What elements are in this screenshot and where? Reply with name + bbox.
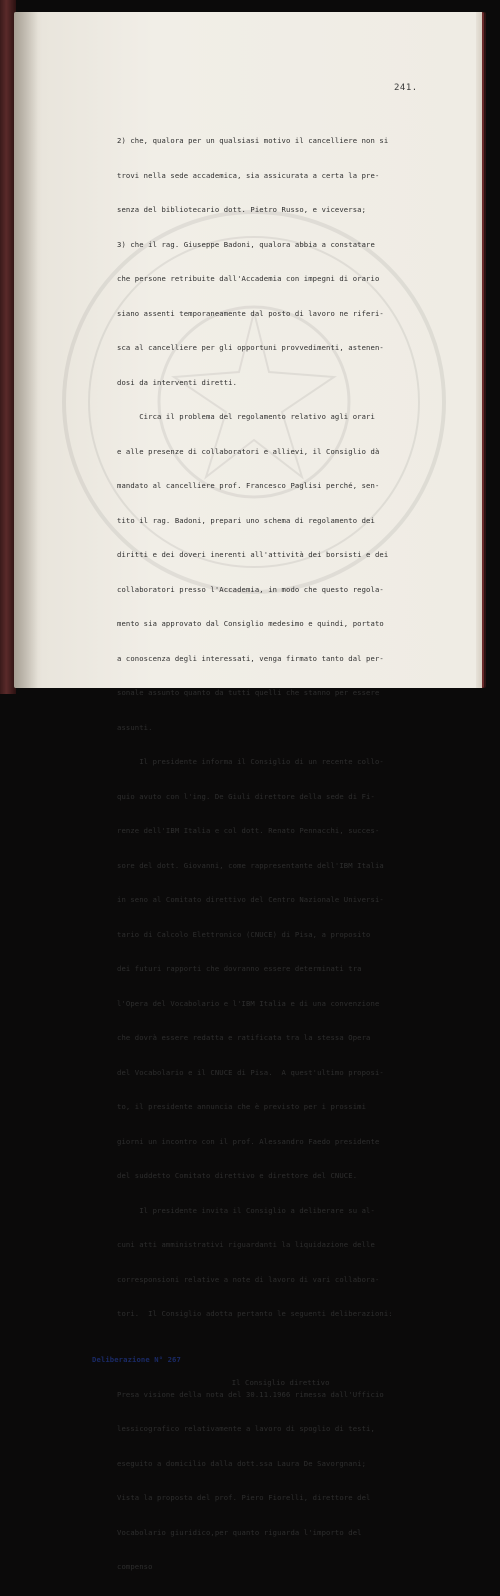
page-number: 241. (394, 83, 418, 93)
text-line: mandato al cancelliere prof. Francesco Paglisi perché, sen- (117, 481, 380, 490)
page-edge (476, 12, 482, 688)
deliberation-header (92, 1354, 452, 1387)
text-line: l'Opera del Vocabolario e l'IBM Italia e di una convenzione (117, 998, 380, 1008)
text-line: che dovrà essere redatta e ratificata tra la stessa Opera (117, 1033, 371, 1042)
deliberation-line: eseguito a domicilio dalla dott.ssa Laura De Savorgnani; (117, 1458, 367, 1468)
text-line: 2) che, qualora per un qualsiasi motivo il cancelliere non si (117, 136, 389, 145)
text-line: dei futuri rapporti che dovranno essere determinati tra (117, 964, 362, 973)
text-line: Circa il problema del regolamento relativo agli orari (117, 412, 375, 421)
text-line: e alle presenze di collaboratori e allievi, il Consiglio dà (117, 446, 380, 456)
text-line: Il presidente invita il Consiglio a deliberare su al- (117, 1205, 375, 1215)
text-line: sonale assunto quanto da tutti quelli che stanno per essere (117, 688, 380, 697)
deliberation-first-line: Il Consiglio direttivo (231, 1378, 330, 1387)
text-line: in seno al Comitato direttivo del Centro Nazionale Universi- (117, 895, 384, 904)
text-line: sore del dott. Giovanni, come rappresentante dell'IBM Italia (117, 860, 384, 870)
text-line: a conoscenza degli interessati, venga firmato tanto dal per- (117, 653, 384, 663)
deliberation-line: Vocabolario giuridico,per quanto riguarda l'importo del (117, 1527, 362, 1537)
text-line: giorni un incontro con il prof. Alessandro Faedo presidente (117, 1136, 380, 1146)
deliberation-line: Presa visione della nota del 30.11.1966 rimessa dall'Ufficio (117, 1389, 384, 1399)
text-line: 3) che il rag. Giuseppe Badoni, qualora abbia a constatare (117, 239, 375, 249)
text-line: mento sia approvato dal Consiglio medesimo e quindi, portato (117, 619, 384, 628)
text-line: del suddetto Comitato direttivo e direttore del CNUCE. (117, 1171, 358, 1180)
deliberation-line: lessicografico relativamente a lavoro di spoglio di testi, (117, 1424, 375, 1433)
deliberation-label: Deliberazione N° 267 (92, 1355, 181, 1364)
body-text (92, 112, 452, 1596)
text-line: corresponsioni relative a note di lavoro di vari collabora- (117, 1274, 380, 1284)
text-line: senza del bibliotecario dott. Pietro Russo, e viceversa; (117, 205, 367, 214)
text-line: dosi da interventi diretti. (117, 377, 238, 387)
text-line: to, il presidente annuncia che è previsto per i prossimi (117, 1102, 367, 1111)
deliberation-line: compenso (117, 1562, 153, 1571)
text-line: trovi nella sede accademica, sia assicurata a certa la pre- (117, 170, 380, 180)
text-line: sca al cancelliere per gli opportuni provvedimenti, astenen- (117, 343, 384, 352)
text-line: quio avuto con l'ing. De Giuli direttore della sede di Fi- (117, 791, 375, 801)
text-line: siano assenti temporaneamente dal posto di lavoro ne riferi- (117, 308, 384, 318)
text-line: del Vocabolario e il CNUCE di Pisa. A quest'ultimo proposi- (117, 1067, 384, 1077)
text-line: cuni atti amministrativi riguardanti la liquidazione delle (117, 1240, 375, 1249)
gutter-shadow (14, 12, 38, 688)
text-line: renze dell'IBM Italia e col dott. Renato Pennacchi, succes- (117, 826, 380, 835)
document-page (14, 12, 482, 1571)
deliberation-line: Vista la proposta del prof. Piero Fiorelli, direttore del (117, 1493, 371, 1502)
text-line: diritti e dei doveri inerenti all'attività dei borsisti e dei (117, 550, 389, 559)
text-line: tito il rag. Badoni, prepari uno schema di regolamento dei (117, 515, 375, 525)
text-line: collaboratori presso l'Accademia, in modo che questo regola- (117, 584, 384, 594)
text-line: tario di Calcolo Elettronico (CNUCE) di Pisa, a proposito (117, 929, 371, 939)
text-line: che persone retribuite dall'Accademia con impegni di orario (117, 274, 380, 283)
text-line: tori. Il Consiglio adotta pertanto le seguenti deliberazioni: (117, 1309, 393, 1318)
text-line: assunti. (117, 722, 153, 732)
text-line: Il presidente informa il Consiglio di un recente collo- (117, 757, 384, 766)
